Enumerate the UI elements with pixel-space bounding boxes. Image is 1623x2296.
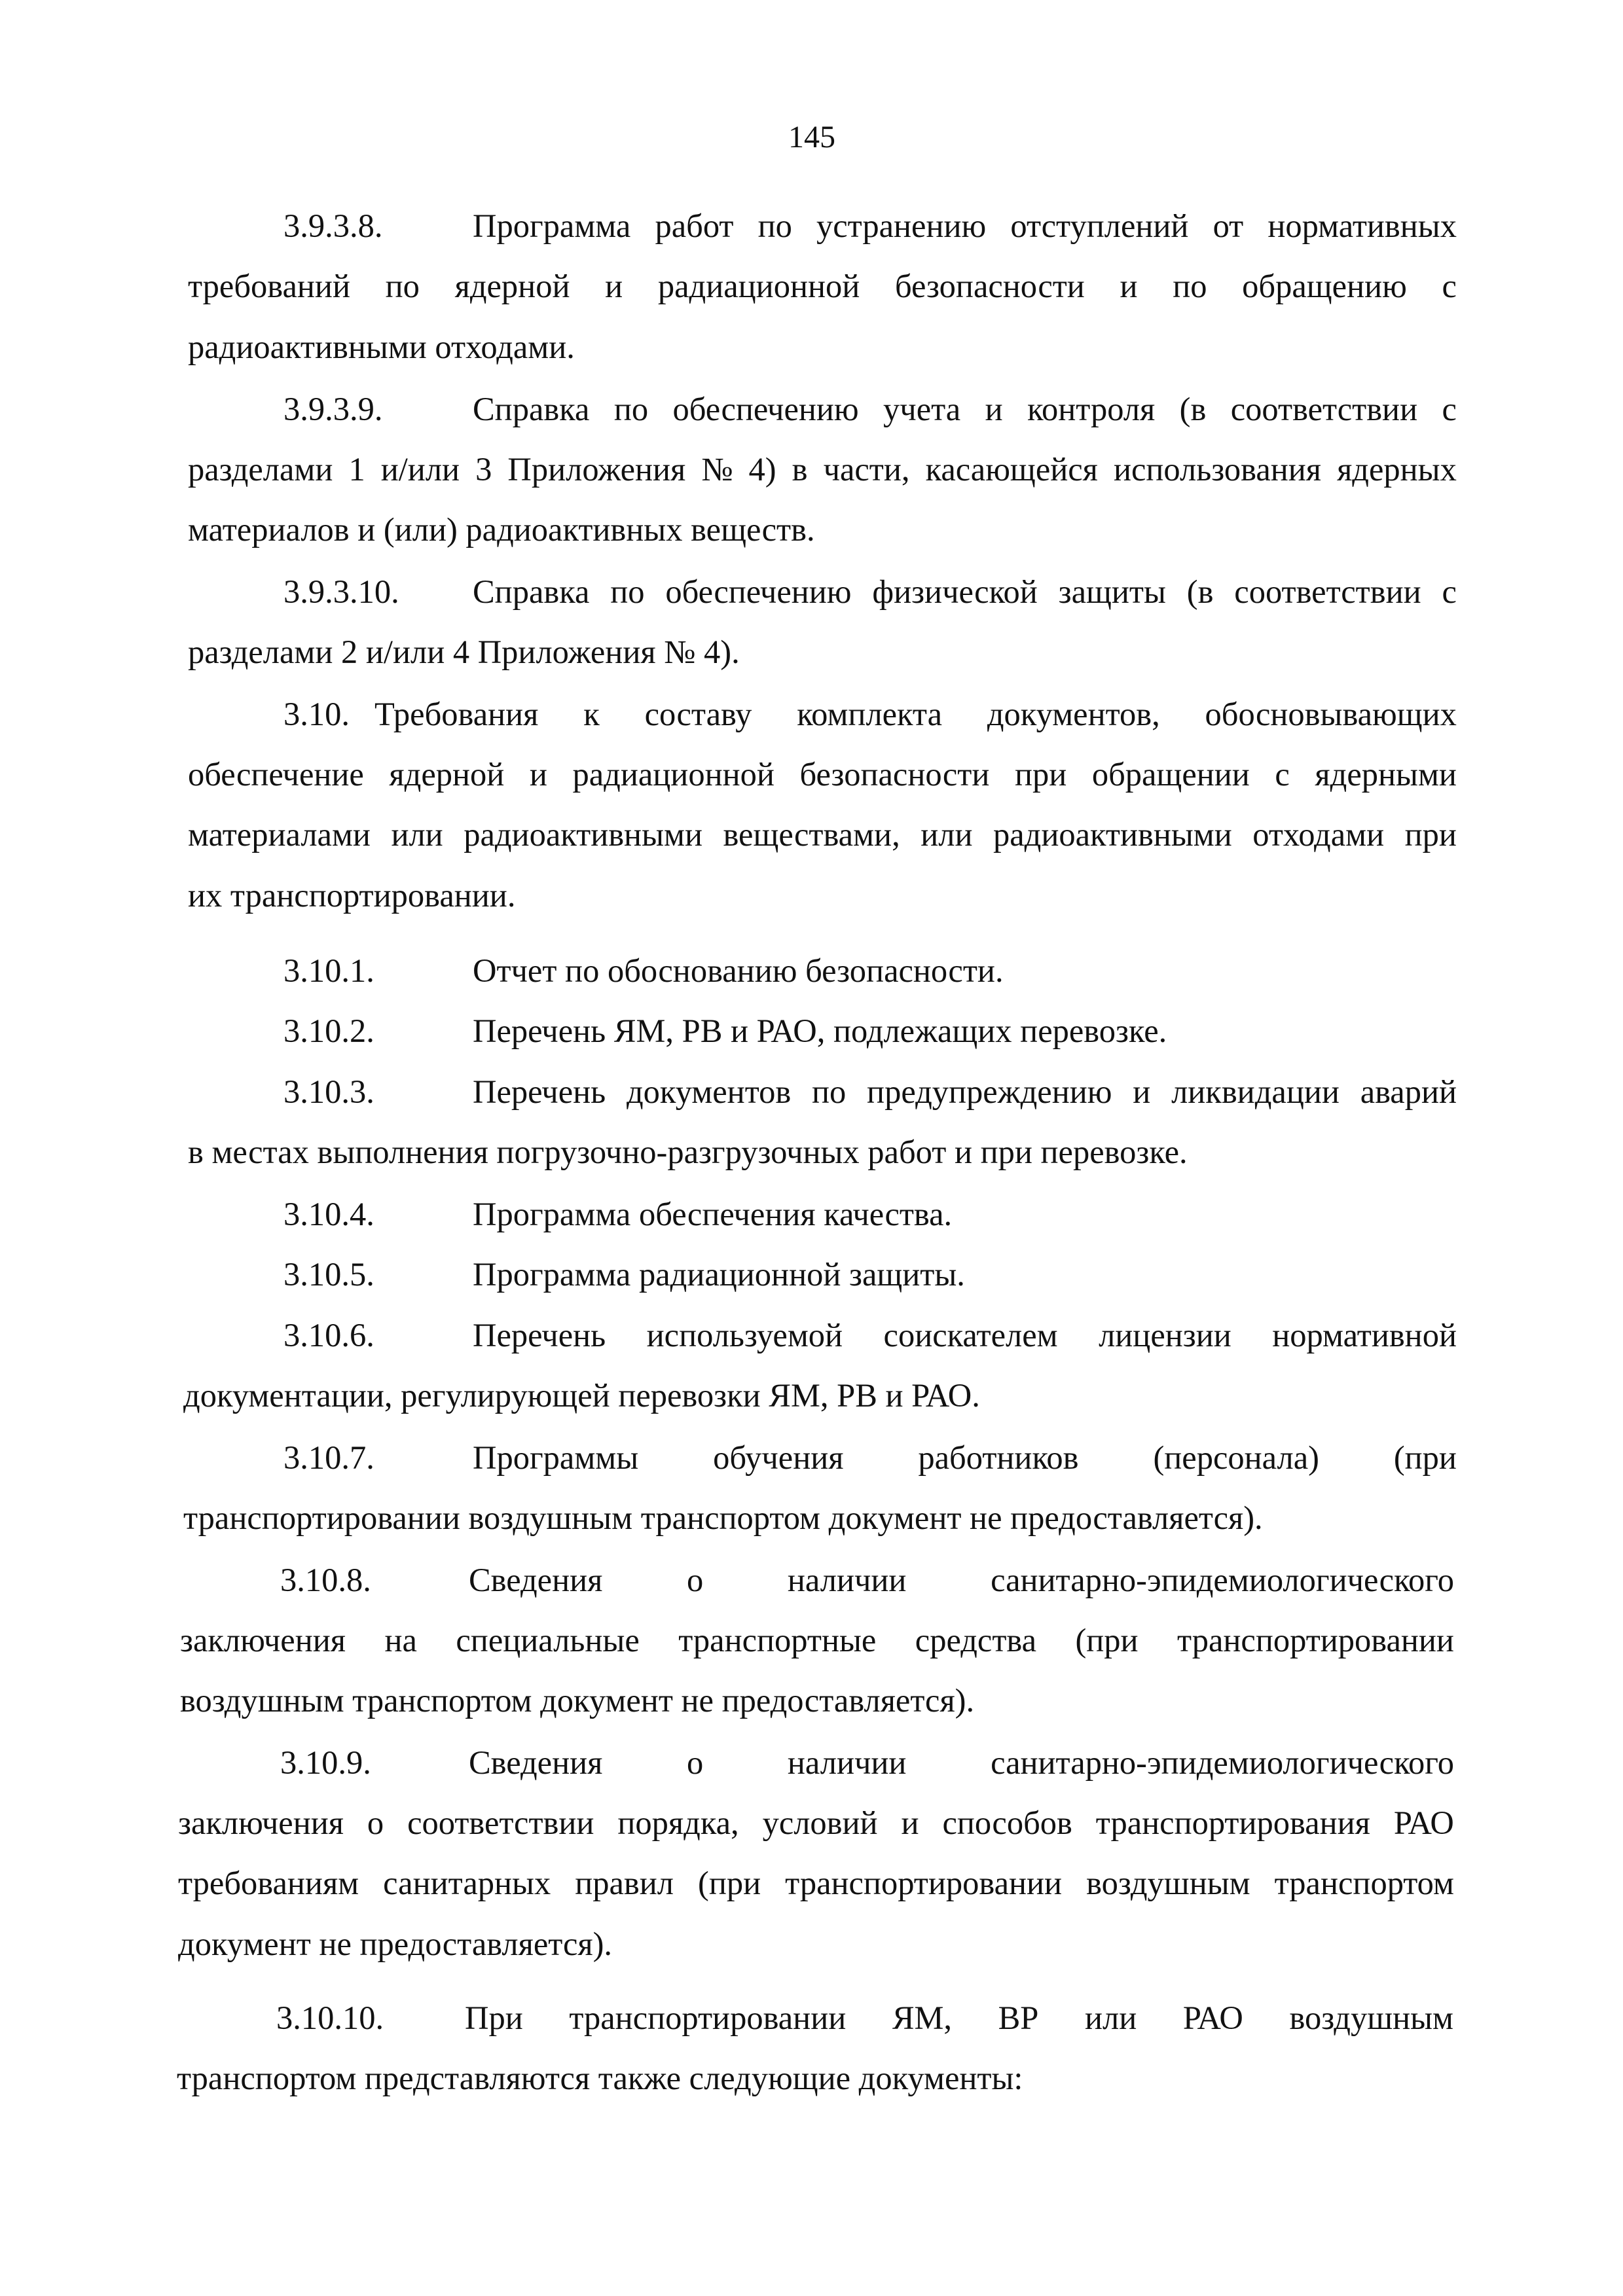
word: и xyxy=(605,268,623,304)
word: радиационной xyxy=(572,756,775,793)
word: и xyxy=(529,756,547,793)
word: транспортировании xyxy=(569,2000,847,2036)
word: в xyxy=(792,451,808,488)
word: 4) xyxy=(748,451,776,488)
word: по xyxy=(811,1073,847,1110)
word: физической xyxy=(872,573,1038,610)
text-line xyxy=(188,813,1457,856)
text-line xyxy=(473,1314,1457,1357)
word: соответствии xyxy=(1230,391,1418,427)
word: части, xyxy=(823,451,910,488)
item-number: 3.10.6. xyxy=(283,1317,374,1354)
word: (в xyxy=(1179,391,1207,427)
word: работников xyxy=(918,1439,1079,1476)
item-number: 3.10.1. xyxy=(283,952,374,989)
word: (при xyxy=(698,1865,761,1901)
text-line xyxy=(473,204,1457,247)
word: транспортные xyxy=(678,1622,877,1659)
item-number: 3.10.7. xyxy=(283,1439,374,1476)
word: обеспечению xyxy=(665,573,852,610)
item-number: 3.10.5. xyxy=(283,1256,374,1293)
item-number: 3.10. xyxy=(283,696,350,732)
text-line xyxy=(469,1741,1454,1784)
word: (при xyxy=(1075,1622,1139,1659)
word: обращении xyxy=(1091,756,1250,793)
word: комплекта xyxy=(797,696,943,732)
word: наличии xyxy=(787,1562,907,1598)
word: по xyxy=(385,268,420,304)
word: радиоактивными xyxy=(464,816,702,853)
text-line xyxy=(188,448,1457,491)
word: ликвидации xyxy=(1171,1073,1340,1110)
word: предупреждению xyxy=(867,1073,1112,1110)
item-number: 3.10.2. xyxy=(283,1013,374,1049)
word: и xyxy=(1133,1073,1151,1110)
word: воздушным xyxy=(1086,1865,1250,1901)
word: документов, xyxy=(987,696,1160,732)
item-number: 3.10.8. xyxy=(280,1562,371,1598)
word: транспортировании xyxy=(1177,1622,1454,1659)
word: использования xyxy=(1113,451,1322,488)
word: соискателем xyxy=(883,1317,1058,1354)
word: устранению xyxy=(816,207,987,244)
word: и xyxy=(1120,268,1138,304)
word: ВР xyxy=(998,2000,1039,2036)
word: учета xyxy=(883,391,961,427)
text-line: Отчет по обоснованию безопасности. xyxy=(473,952,1004,989)
text-line: Программа обеспечения качества. xyxy=(473,1196,953,1232)
word: по xyxy=(757,207,792,244)
word: заключения xyxy=(180,1622,346,1659)
word: условий xyxy=(762,1804,878,1841)
text-line: разделами 2 и/или 4 Приложения № 4). xyxy=(188,634,740,670)
text-line: в местах выполнения погрузочно-разгрузочных работ и при перевозке. xyxy=(188,1134,1188,1170)
word: средства xyxy=(915,1622,1036,1659)
word: РАО xyxy=(1182,2000,1243,2036)
word: на xyxy=(384,1622,417,1659)
word: радиоактивными xyxy=(993,816,1232,853)
word: нормативных xyxy=(1267,207,1457,244)
word: или xyxy=(921,816,973,853)
text-line xyxy=(473,1070,1457,1113)
text-line xyxy=(180,1619,1454,1662)
word: с xyxy=(1442,391,1457,427)
word: с xyxy=(1442,573,1457,610)
word: безопасности xyxy=(894,268,1085,304)
text-line: Перечень ЯМ, РВ и РАО, подлежащих перевозке. xyxy=(473,1013,1167,1049)
page-number: 145 xyxy=(788,120,835,154)
word: соответствии xyxy=(1234,573,1421,610)
text-line xyxy=(374,692,1457,736)
word: Справка xyxy=(473,573,590,610)
word: Перечень xyxy=(473,1317,606,1354)
word: или xyxy=(391,816,443,853)
word: веществами, xyxy=(723,816,900,853)
word: обеспечение xyxy=(188,756,364,793)
text-line: транспортом представляются также следующие документы: xyxy=(177,2060,1023,2096)
word: и xyxy=(901,1804,919,1841)
word: (персонала) xyxy=(1153,1439,1319,1476)
text-line: транспортировании воздушным транспортом документ не предоставляется). xyxy=(183,1499,1263,1536)
word: работ xyxy=(655,207,734,244)
word: документов xyxy=(626,1073,792,1110)
word: санитарно-эпидемиологического xyxy=(991,1744,1454,1781)
word: Перечень xyxy=(473,1073,606,1110)
word: касающейся xyxy=(925,451,1098,488)
word: Приложения xyxy=(507,451,686,488)
word: по xyxy=(1173,268,1207,304)
word: транспортом xyxy=(1274,1865,1454,1901)
word: о xyxy=(687,1744,704,1781)
word: отходами xyxy=(1252,816,1385,853)
text-line: радиоактивными отходами. xyxy=(188,329,575,365)
item-number: 3.9.3.10. xyxy=(283,573,399,610)
word: заключения xyxy=(178,1804,344,1841)
word: при xyxy=(1014,756,1067,793)
text-line: материалов и (или) радиоактивных веществ. xyxy=(188,511,815,548)
word: транспортирования xyxy=(1095,1804,1370,1841)
word: № xyxy=(701,451,733,488)
word: обосновывающих xyxy=(1205,696,1457,732)
word: РАО xyxy=(1393,1804,1454,1841)
word: с xyxy=(1442,268,1457,304)
word: Программы xyxy=(473,1439,639,1476)
word: аварий xyxy=(1360,1073,1457,1110)
word: способов xyxy=(942,1804,1072,1841)
text-line xyxy=(465,1996,1453,2039)
item-number: 3.10.9. xyxy=(280,1744,371,1781)
word: обучения xyxy=(713,1439,844,1476)
word: от xyxy=(1213,207,1244,244)
word: ядерными xyxy=(1315,756,1457,793)
word: отступлений xyxy=(1010,207,1189,244)
item-number: 3.9.3.9. xyxy=(283,391,383,427)
word: Сведения xyxy=(469,1744,603,1781)
text-line xyxy=(473,387,1457,431)
word: контроля xyxy=(1027,391,1156,427)
text-line: их транспортировании. xyxy=(188,877,516,914)
word: к xyxy=(583,696,600,732)
word: составу xyxy=(644,696,752,732)
word: защиты xyxy=(1058,573,1166,610)
word: или xyxy=(1084,2000,1137,2036)
text-line: воздушным транспортом документ не предоставляется). xyxy=(180,1682,975,1719)
text-line: документ не предоставляется). xyxy=(178,1926,613,1962)
word: нормативной xyxy=(1272,1317,1457,1354)
word: ядерной xyxy=(389,756,505,793)
word: и/или xyxy=(380,451,460,488)
item-number: 3.9.3.8. xyxy=(283,207,383,244)
text-line: Программа радиационной защиты. xyxy=(473,1256,965,1293)
word: санитарных xyxy=(383,1865,551,1901)
word: требованиям xyxy=(178,1865,359,1901)
word: порядка, xyxy=(617,1804,739,1841)
word: 3 xyxy=(475,451,492,488)
item-number: 3.10.10. xyxy=(276,2000,384,2036)
word: (при xyxy=(1393,1439,1457,1476)
word: с xyxy=(1275,756,1290,793)
text-line xyxy=(188,753,1457,796)
word: Сведения xyxy=(469,1562,603,1598)
word: транспортировании xyxy=(785,1865,1063,1901)
text-line xyxy=(178,1801,1454,1844)
word: ядерных xyxy=(1337,451,1457,488)
word: наличии xyxy=(787,1744,907,1781)
text-line xyxy=(469,1558,1454,1602)
word: При xyxy=(465,2000,523,2036)
word: по xyxy=(613,391,649,427)
word: требований xyxy=(188,268,350,304)
word: радиационной xyxy=(657,268,860,304)
word: санитарно-эпидемиологического xyxy=(991,1562,1454,1598)
word: ЯМ, xyxy=(892,2000,953,2036)
word: 1 xyxy=(348,451,365,488)
word: обращению xyxy=(1242,268,1407,304)
word: материалами xyxy=(188,816,371,853)
word: воздушным xyxy=(1289,2000,1453,2036)
word: используемой xyxy=(646,1317,843,1354)
word: при xyxy=(1404,816,1457,853)
text-line xyxy=(178,1861,1454,1905)
item-number: 3.10.4. xyxy=(283,1196,374,1232)
word: разделами xyxy=(188,451,333,488)
word: о xyxy=(687,1562,704,1598)
word: по xyxy=(610,573,645,610)
word: и xyxy=(985,391,1003,427)
word: (в xyxy=(1186,573,1214,610)
word: ядерной xyxy=(454,268,570,304)
word: безопасности xyxy=(799,756,990,793)
word: Программа xyxy=(473,207,631,244)
word: о xyxy=(367,1804,384,1841)
word: обеспечению xyxy=(672,391,859,427)
word: соответствии xyxy=(407,1804,594,1841)
word: специальные xyxy=(456,1622,640,1659)
text-line xyxy=(473,570,1457,613)
word: правил xyxy=(575,1865,674,1901)
word: Требования xyxy=(374,696,539,732)
text-line xyxy=(473,1436,1457,1479)
word: лицензии xyxy=(1099,1317,1231,1354)
word: Справка xyxy=(473,391,590,427)
text-line: документации, регулирующей перевозки ЯМ, РВ и РАО. xyxy=(183,1377,980,1414)
item-number: 3.10.3. xyxy=(283,1073,374,1110)
text-line xyxy=(188,264,1457,308)
